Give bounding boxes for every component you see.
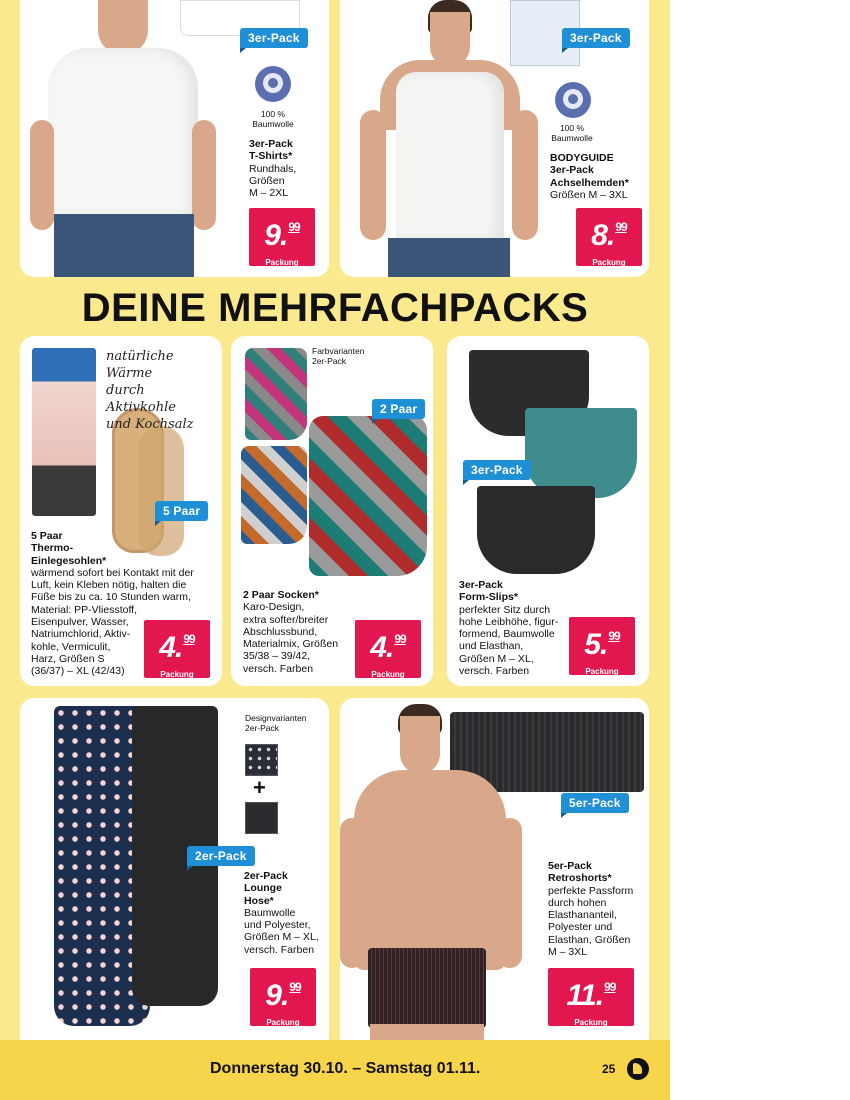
product-image-tshirt-model <box>20 0 240 277</box>
cotton-icon <box>555 82 591 118</box>
price-tag: 11.99 Packung <box>548 968 634 1026</box>
cotton-label: 100 % Baumwolle <box>252 109 294 129</box>
pack-badge: 3er-Pack <box>240 28 308 48</box>
product-image-socks-main <box>309 416 427 576</box>
product-description: 2er-Pack Lounge Hose* Baumwolle und Polyester, Größen M – XL, versch. Farben <box>244 870 319 956</box>
product-card-lounge-pants[interactable] <box>20 698 329 1050</box>
handwritten-note: natürliche Wärme durch Aktivkohle und Kochsalz <box>106 349 194 432</box>
product-image-socks-variant-1 <box>245 348 307 440</box>
price-tag: 4.99 Packung <box>355 620 421 678</box>
swatch-plus: + <box>253 775 266 800</box>
variant-note: Designvarianten 2er-Pack <box>245 713 307 733</box>
product-description: 2 Paar Socken* Karo-Design, extra softer/breiter Abschlussbund, Materialmix, Größen 35/38 – 39/42, versch. Farben <box>243 589 339 675</box>
product-image-slip-black-2 <box>477 486 595 574</box>
price-tag: 9.99 Packung <box>250 968 316 1026</box>
product-image-tank-model <box>340 0 540 277</box>
cotton-icon <box>255 66 291 102</box>
product-image-insole-package <box>32 348 96 516</box>
pack-badge: 3er-Pack <box>562 28 630 48</box>
product-card-tshirts[interactable] <box>20 0 329 277</box>
product-description: BODYGUIDE 3er-Pack Achselhemden* Größen M – 3XL <box>550 152 629 201</box>
price-tag: 9.99 Packung <box>249 208 315 266</box>
product-description: 5 Paar Thermo- Einlegesohlen* wärmend sofort bei Kontakt mit der Luft, kein Kleben nötig, halten die Füße bis zu ca. 10 Stunden warm, Material: PP-Vliesstoff, Eisenpulver, Wasser, Natriumchlorid, Aktiv- kohle, Vermiculit, Harz, Größen S (36/37) – XL (42/43) <box>31 530 194 678</box>
product-description: 3er-Pack T-Shirts* Rundhals, Größen M – 2XL <box>249 138 297 200</box>
cotton-label: 100 % Baumwolle <box>551 123 593 143</box>
pack-badge: 2er-Pack <box>187 846 255 866</box>
price-tag: 5.99 Packung <box>569 617 635 675</box>
page-headline: DEINE MEHRFACHPACKS <box>81 286 589 330</box>
pack-badge: 5er-Pack <box>561 793 629 813</box>
product-image-underwear-model <box>340 698 540 1050</box>
page-number: 25 <box>602 1062 616 1076</box>
product-description: 3er-Pack Form-Slips* perfekter Sitz durch hohe Leibhöhe, figur- formend, Baumwolle und Elasthan, Größen M – XL, versch. Farben <box>459 579 559 678</box>
product-card-retroshorts[interactable] <box>340 698 649 1050</box>
price-tag: 8.99 Packung <box>576 208 642 266</box>
variant-note: Farbvarianten 2er-Pack <box>312 346 365 366</box>
product-image-socks-variant-2 <box>241 446 307 544</box>
footer-bar <box>0 1040 670 1100</box>
price-tag: 4.99 Packung <box>144 620 210 678</box>
offer-date-range: Donnerstag 30.10. – Samstag 01.11. <box>210 1060 481 1077</box>
product-card-slips[interactable] <box>447 336 649 686</box>
product-description: 5er-Pack Retroshorts* perfekte Passform durch hohen Elasthananteil, Polyester und Elasthan, Größen M – 3XL <box>548 860 634 959</box>
swatch-dotted <box>245 744 278 776</box>
pack-badge: 2 Paar <box>372 399 425 419</box>
pack-badge: 3er-Pack <box>463 460 531 480</box>
swatch-black <box>245 802 278 834</box>
product-card-socks[interactable] <box>231 336 433 686</box>
pack-badge: 5 Paar <box>155 501 208 521</box>
brand-logo-icon <box>627 1058 649 1080</box>
product-card-insoles[interactable] <box>20 336 222 686</box>
product-image-slip-teal <box>525 408 637 498</box>
product-card-tanktops[interactable] <box>340 0 649 277</box>
